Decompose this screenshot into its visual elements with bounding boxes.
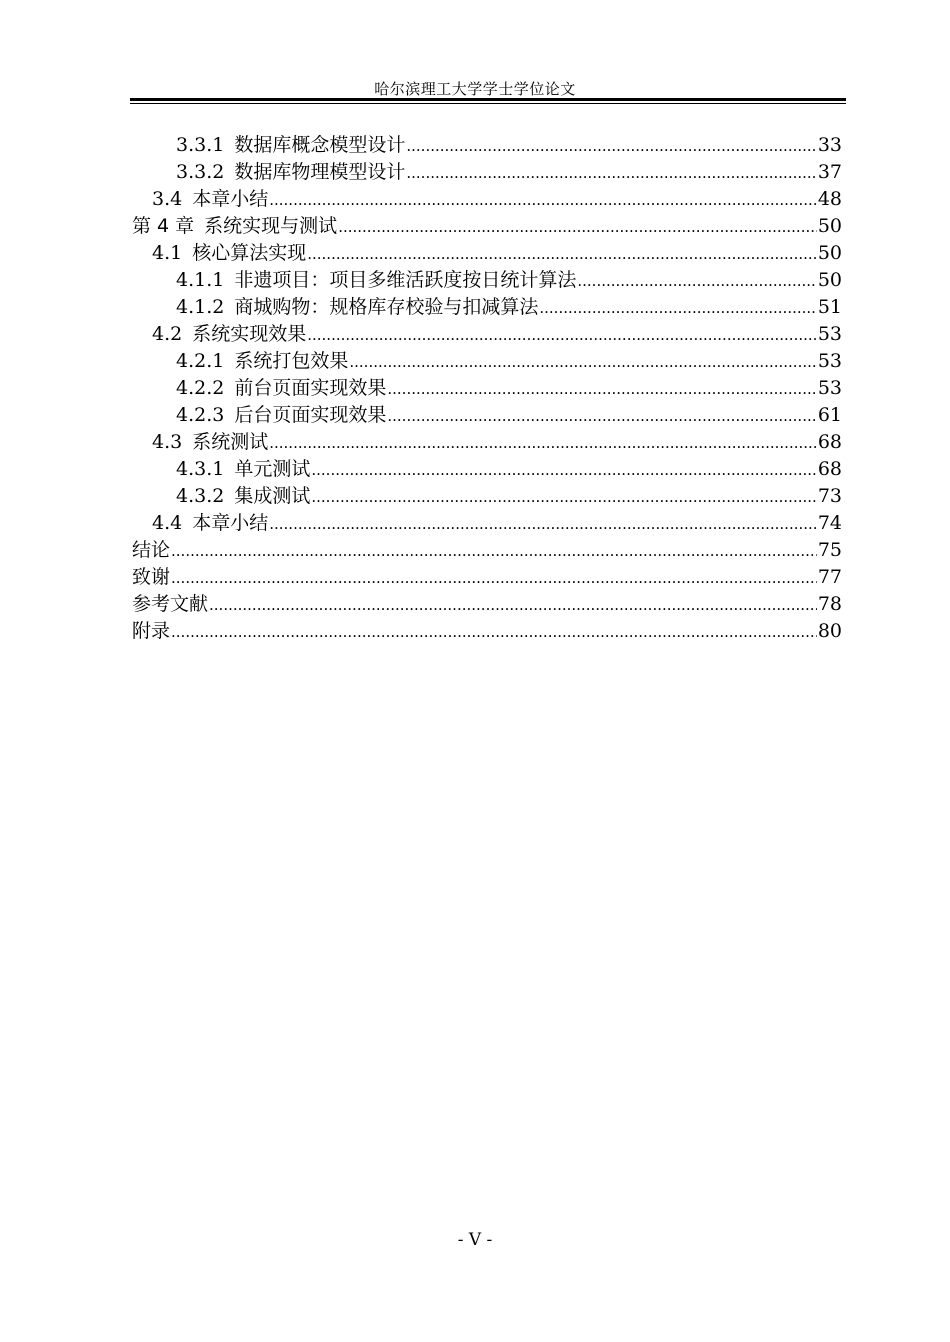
toc-dot-leader [577, 268, 816, 295]
toc-dot-leader [307, 241, 817, 268]
toc-entry[interactable] [130, 537, 842, 564]
toc-entry-title: 数据库概念模型设计 [234, 134, 406, 156]
toc-entry[interactable] [130, 591, 842, 618]
toc-entry-title: 结论 [132, 539, 171, 561]
toc-entry-page: 50 [817, 242, 842, 264]
toc-entry-page: 68 [817, 431, 842, 453]
toc-entry-title: 后台页面实现效果 [234, 404, 387, 426]
toc-entry-page: 53 [817, 350, 842, 372]
toc-dot-leader [209, 592, 817, 619]
toc-dot-leader [387, 403, 816, 430]
toc-entry-title: 参考文献 [132, 593, 209, 615]
toc-entry[interactable] [130, 429, 842, 456]
toc-dot-leader [269, 187, 817, 214]
toc-dot-leader [307, 322, 817, 349]
header-rule-thick [130, 98, 846, 101]
toc-entry-page: 78 [817, 593, 842, 615]
toc-entry-page: 50 [817, 269, 842, 291]
toc-dot-leader [269, 511, 817, 538]
toc-dot-leader [311, 484, 816, 511]
toc-entry-number: 4.1.2 [176, 296, 225, 318]
toc-entry-page: 61 [817, 404, 842, 426]
toc-dot-leader [349, 349, 816, 376]
toc-entry-page: 75 [817, 539, 842, 561]
toc-entry-number: 4.3.1 [176, 458, 225, 480]
toc-entry-title: 单元测试 [234, 458, 311, 480]
toc-entry[interactable] [130, 186, 842, 213]
toc-entry[interactable] [130, 321, 842, 348]
toc-entry-title: 非遗项目：项目多维活跃度按日统计算法 [234, 269, 577, 291]
header-rule-thin [130, 103, 846, 104]
toc-entry-number: 第 4 章 [132, 215, 195, 237]
running-header-title: 哈尔滨理工大学学士学位论文 [374, 80, 576, 98]
toc-entry-number: 4.2.2 [176, 377, 225, 399]
toc-entry-page: 77 [817, 566, 842, 588]
toc-entry-title: 前台页面实现效果 [234, 377, 387, 399]
toc-entry-title: 系统测试 [192, 431, 269, 453]
toc-entry-title: 系统实现效果 [192, 323, 307, 345]
toc-entry-page: 53 [817, 377, 842, 399]
toc-entry-title: 系统实现与测试 [204, 215, 338, 237]
toc-entry-number: 3.4 [152, 188, 183, 210]
toc-entry-title: 本章小结 [192, 188, 269, 210]
toc-entry[interactable] [130, 240, 842, 267]
toc-dot-leader [406, 133, 816, 160]
toc-entry-title: 附录 [132, 620, 171, 642]
toc-dot-leader [171, 565, 817, 592]
toc-entry-number: 4.4 [152, 512, 183, 534]
toc-entry[interactable] [130, 510, 842, 537]
toc-entry-title: 数据库物理模型设计 [234, 161, 406, 183]
toc-entry-page: 33 [817, 134, 842, 156]
toc-entry[interactable] [130, 348, 842, 375]
toc-entry-page: 51 [817, 296, 842, 318]
toc-entry-number: 4.3 [152, 431, 183, 453]
toc-entry-page: 73 [817, 485, 842, 507]
toc-dot-leader [338, 214, 817, 241]
toc-dot-leader [171, 538, 817, 565]
toc-entry-number: 3.3.1 [176, 134, 225, 156]
toc-entry-title: 核心算法实现 [192, 242, 307, 264]
toc-entry[interactable] [130, 159, 842, 186]
toc-entry[interactable] [130, 564, 842, 591]
page-number: - V - [457, 1230, 493, 1250]
toc-entry[interactable] [130, 375, 842, 402]
toc-entry-page: 74 [817, 512, 842, 534]
toc-entry-title: 本章小结 [192, 512, 269, 534]
toc-entry-page: 37 [817, 161, 842, 183]
toc-dot-leader [539, 295, 816, 322]
toc-entry[interactable] [130, 456, 842, 483]
toc-entry-title: 致谢 [132, 566, 171, 588]
toc-dot-leader [269, 430, 817, 457]
toc-dot-leader [171, 619, 817, 646]
toc-entry[interactable] [130, 132, 842, 159]
toc-entry-number: 4.2.3 [176, 404, 225, 426]
toc-dot-leader [406, 160, 816, 187]
toc-entry-title: 系统打包效果 [234, 350, 349, 372]
toc-entry-number: 4.2 [152, 323, 183, 345]
toc-entry-number: 4.2.1 [176, 350, 225, 372]
toc-dot-leader [387, 376, 816, 403]
toc-entry[interactable] [130, 213, 842, 240]
toc-entry-page: 68 [817, 458, 842, 480]
toc-entry[interactable] [130, 402, 842, 429]
toc-entry[interactable] [130, 294, 842, 321]
toc-entry-number: 4.1 [152, 242, 183, 264]
toc-entry[interactable] [130, 483, 842, 510]
toc-entry-number: 4.3.2 [176, 485, 225, 507]
toc-entry-page: 50 [817, 215, 842, 237]
toc-entry-title: 商城购物：规格库存校验与扣减算法 [234, 296, 539, 318]
toc-dot-leader [311, 457, 816, 484]
toc-entry-page: 48 [817, 188, 842, 210]
toc-entry[interactable] [130, 618, 842, 645]
toc-entry-number: 4.1.1 [176, 269, 225, 291]
table-of-contents [130, 132, 842, 645]
toc-entry[interactable] [130, 267, 842, 294]
toc-entry-title: 集成测试 [234, 485, 311, 507]
toc-entry-page: 53 [817, 323, 842, 345]
toc-entry-page: 80 [817, 620, 842, 642]
toc-entry-number: 3.3.2 [176, 161, 225, 183]
